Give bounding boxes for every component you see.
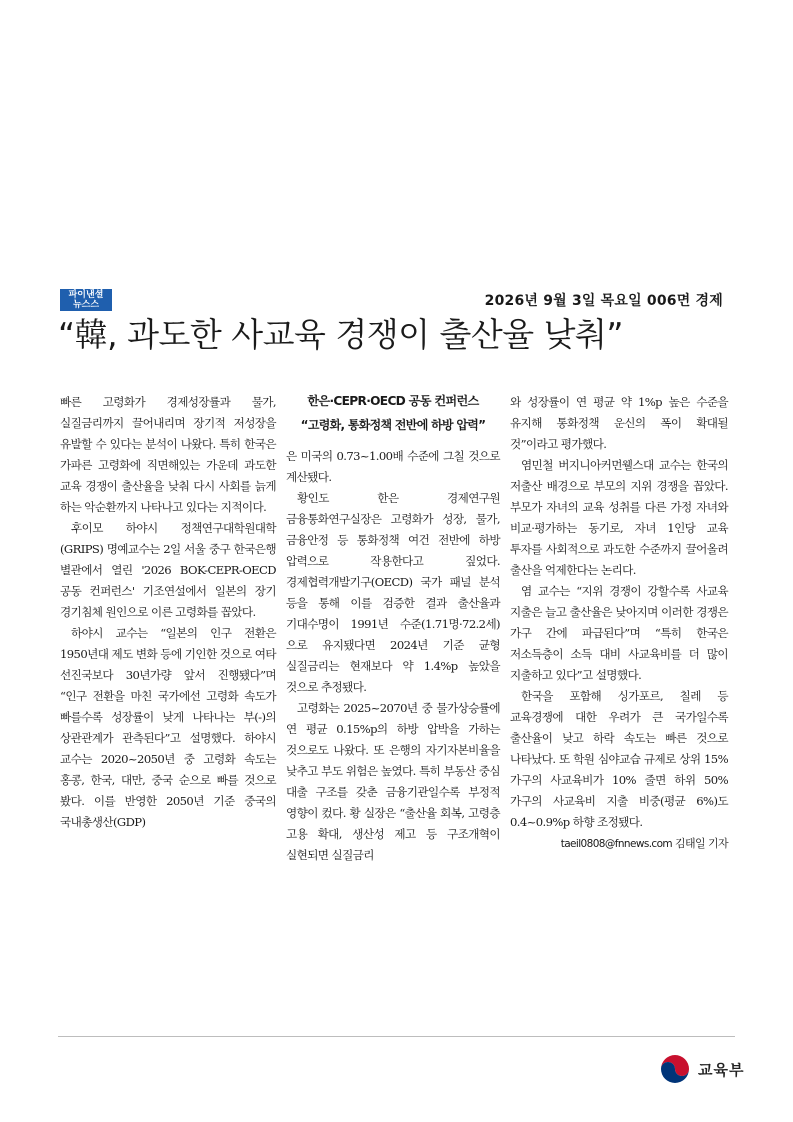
paragraph: 후이모 하야시 정책연구대학원대학(GRIPS) 명예교수는 2일 서울 중구 한국은행 별관에서 열린 '2026 BOK-CEPR-OECD 공동 컨퍼런스' 기조연설에서 일본의 장기 경기침체 원인으로 이른 고령화를 꼽았다.	[60, 521, 276, 619]
footer-divider	[58, 1036, 735, 1037]
newspaper-logo	[60, 289, 112, 311]
paragraph: 염 교수는 “지위 경쟁이 강할수록 사교육 지출은 늘고 출산율은 낮아지며 이러한 경쟁은 가구 간에 파급된다”며 “특히 한국은 저소득층이 소득 대비 사교육비를 더 많이 지출하고 있다”고 설명했다.	[510, 584, 728, 682]
paragraph: 한국을 포함해 싱가포르, 칠레 등 교육경쟁에 대한 우려가 큰 국가일수록 출산율이 낮고 하락 속도는 빠른 것으로 나타났다. 또 학원 심야교습 규제로 상위 15% 가구의 사교육비가 10% 줄면 하위 50% 가구의 사교육비 지출 비중(평균 6%)도 0.4~0.9%p 하향 조정됐다.	[510, 689, 728, 829]
article-column-3	[510, 392, 728, 855]
byline-email: taeil0808@fnnews.com	[560, 838, 673, 850]
subheadline-2: “고령화, 통화정책 전반에 하방 압력”	[300, 418, 486, 432]
ministry-logo	[658, 1051, 744, 1087]
paragraph: 고령화는 2025~2070년 중 물가상승률에 연 평균 0.15%p의 하방 압박을 가하는 것으로도 나왔다. 또 은행의 자기자본비율을 낮추고 부도 위험은 높였다. 특히 부동산 중심 대출 구조를 갖춘 금융기관일수록 부정적 영향이 컸다. 황 실장은 “출산율 회복, 고령층 고용 확대, 생산성 제고 등 구조개혁이 실현되면 실질금리	[286, 701, 500, 862]
paragraph: 빠른 고령화가 경제성장률과 물가, 실질금리까지 끌어내리며 장기적 저성장을 유발할 수 있다는 분석이 나왔다. 특히 한국은 가파른 고령화에 직면해있는 가운데 과도한 교육 경쟁이 출산율을 낮춰 다시 사회를 늙게 하는 악순환까지 나타나고 있다는 지적이다.	[60, 395, 276, 514]
taegeuk-emblem-icon	[658, 1052, 692, 1086]
logo-line-2: 뉴스스	[72, 300, 100, 310]
article-column-1	[60, 392, 276, 833]
headline: “韓, 과도한 사교육 경쟁이 출산율 낮춰”	[58, 315, 623, 354]
subheadline-1: 한은·CEPR·OECD 공동 컨퍼런스	[307, 394, 479, 408]
paragraph: 와 성장률이 연 평균 약 1%p 높은 수준을 유지해 통화정책 운신의 폭이 확대될 것”이라고 평가했다.	[510, 395, 728, 451]
article-column-2	[286, 392, 500, 866]
paragraph: 염민철 버지니아커먼웰스대 교수는 한국의 저출산 배경으로 부모의 지위 경쟁을 꼽았다. 부모가 자녀의 교육 성취를 다른 가정 자녀와 비교·평가하는 동기로, 자녀 1인당 교육 투자를 사회적으로 과도한 수준까지 끌어올려 출산을 억제한다는 논리다.	[510, 458, 728, 577]
byline-name: 김태일 기자	[674, 837, 728, 850]
dateline: 2026년 9월 3일 목요일 006면 경제	[484, 293, 723, 309]
byline	[510, 833, 728, 855]
paragraph: 황인도 한은 경제연구원 금융통화연구실장은 고령화가 성장, 물가, 금융안정 등 통화정책 여건 전반에 하방 압력으로 작용한다고 짚었다. 경제협력개발기구(OECD) 국가 패널 분석 등을 통해 이를 검증한 결과 출산율과 기대수명이 1991년 수준(1.71명·72.2세)으로 유지됐다면 2024년 기준 균형 실질금리는 현재보다 약 1.4%p 높았을 것으로 추정됐다.	[286, 491, 500, 694]
logo-line-1: 파이낸셜	[68, 290, 104, 300]
paragraph: 하야시 교수는 “일본의 인구 전환은 1950년대 제도 변화 등에 기인한 것으로 여타 선진국보다 30년가량 앞서 진행됐다”며 “인구 전환을 마친 국가에선 고령화 속도가 빠를수록 성장률이 낮게 나타나는 부(-)의 상관관계가 관측된다”고 설명했다. 하야시 교수는 2020~2050년 중 고령화 속도는 홍콩, 한국, 대만, 중국 순으로 빠를 것으로 봤다. 이를 반영한 2050년 기준 중국의 국내총생산(GDP)	[60, 626, 276, 829]
ministry-name: 교육부	[698, 1060, 745, 1079]
paragraph: 은 미국의 0.73~1.00배 수준에 그칠 것으로 계산됐다.	[286, 449, 500, 484]
